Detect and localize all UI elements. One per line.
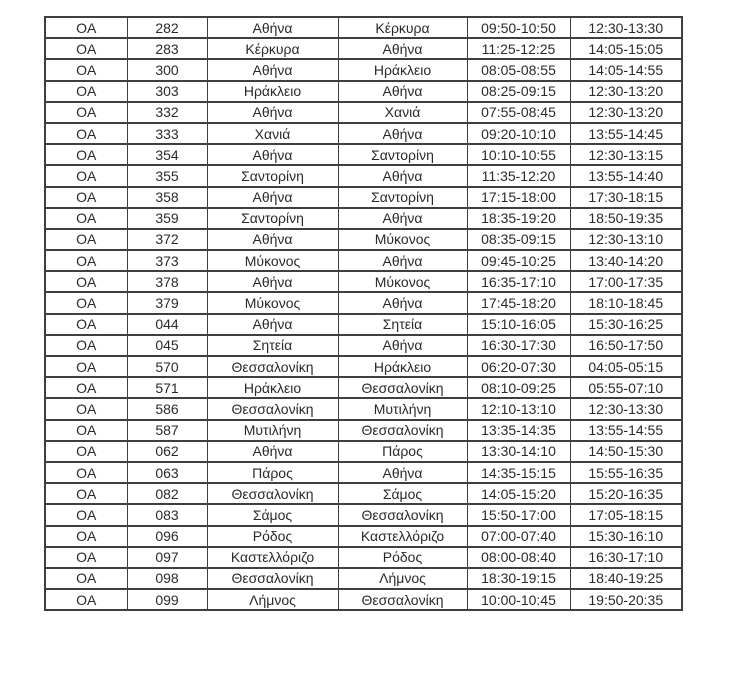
- time-range-2-cell: 15:55-16:35: [570, 462, 682, 483]
- origin-cell: Αθήνα: [207, 144, 338, 165]
- airline-code-cell: OA: [45, 356, 127, 377]
- time-range-2-cell: 14:50-15:30: [570, 441, 682, 462]
- table-row: [45, 420, 682, 441]
- flight-number-cell: 332: [127, 102, 207, 123]
- time-range-1-cell: 14:05-15:20: [467, 483, 570, 504]
- destination-cell: Ηράκλειο: [338, 356, 467, 377]
- airline-code-cell: OA: [45, 335, 127, 356]
- airline-code-cell: OA: [45, 17, 127, 38]
- destination-cell: Αθήνα: [338, 123, 467, 144]
- destination-cell: Θεσσαλονίκη: [338, 377, 467, 398]
- origin-cell: Αθήνα: [207, 102, 338, 123]
- time-range-1-cell: 08:10-09:25: [467, 377, 570, 398]
- time-range-1-cell: 07:00-07:40: [467, 526, 570, 547]
- airline-code-cell: OA: [45, 144, 127, 165]
- origin-cell: Ηράκλειο: [207, 81, 338, 102]
- time-range-1-cell: 08:35-09:15: [467, 229, 570, 250]
- table-row: [45, 271, 682, 292]
- time-range-2-cell: 18:10-18:45: [570, 292, 682, 313]
- origin-cell: Κέρκυρα: [207, 38, 338, 59]
- destination-cell: Καστελλόριζο: [338, 526, 467, 547]
- destination-cell: Αθήνα: [338, 165, 467, 186]
- destination-cell: Αθήνα: [338, 250, 467, 271]
- time-range-2-cell: 17:05-18:15: [570, 504, 682, 525]
- flight-number-cell: 303: [127, 81, 207, 102]
- time-range-2-cell: 14:05-14:55: [570, 59, 682, 80]
- destination-cell: Σάμος: [338, 483, 467, 504]
- table-row: [45, 504, 682, 525]
- flight-number-cell: 300: [127, 59, 207, 80]
- table-row: [45, 589, 682, 610]
- time-range-2-cell: 14:05-15:05: [570, 38, 682, 59]
- flight-number-cell: 096: [127, 526, 207, 547]
- table-row: [45, 526, 682, 547]
- table-row: [45, 377, 682, 398]
- time-range-2-cell: 12:30-13:20: [570, 81, 682, 102]
- time-range-2-cell: 17:30-18:15: [570, 187, 682, 208]
- origin-cell: Αθήνα: [207, 17, 338, 38]
- flight-number-cell: 082: [127, 483, 207, 504]
- origin-cell: Σαντορίνη: [207, 165, 338, 186]
- table-row: [45, 38, 682, 59]
- destination-cell: Πάρος: [338, 441, 467, 462]
- origin-cell: Μυτιλήνη: [207, 420, 338, 441]
- flight-timetable: [44, 16, 683, 611]
- origin-cell: Αθήνα: [207, 59, 338, 80]
- flight-number-cell: 062: [127, 441, 207, 462]
- airline-code-cell: OA: [45, 462, 127, 483]
- time-range-2-cell: 19:50-20:35: [570, 589, 682, 610]
- origin-cell: Σητεία: [207, 335, 338, 356]
- origin-cell: Ρόδος: [207, 526, 338, 547]
- destination-cell: Αθήνα: [338, 335, 467, 356]
- airline-code-cell: OA: [45, 250, 127, 271]
- time-range-1-cell: 16:35-17:10: [467, 271, 570, 292]
- flight-number-cell: 044: [127, 314, 207, 335]
- time-range-2-cell: 12:30-13:15: [570, 144, 682, 165]
- time-range-2-cell: 15:20-16:35: [570, 483, 682, 504]
- table-row: [45, 208, 682, 229]
- table-row: [45, 356, 682, 377]
- origin-cell: Θεσσαλονίκη: [207, 568, 338, 589]
- table-row: [45, 17, 682, 38]
- time-range-1-cell: 11:25-12:25: [467, 38, 570, 59]
- table-row: [45, 398, 682, 419]
- origin-cell: Σάμος: [207, 504, 338, 525]
- time-range-2-cell: 12:30-13:10: [570, 229, 682, 250]
- time-range-2-cell: 13:55-14:45: [570, 123, 682, 144]
- flight-number-cell: 083: [127, 504, 207, 525]
- airline-code-cell: OA: [45, 59, 127, 80]
- origin-cell: Θεσσαλονίκη: [207, 483, 338, 504]
- time-range-1-cell: 10:10-10:55: [467, 144, 570, 165]
- table-row: [45, 335, 682, 356]
- airline-code-cell: OA: [45, 441, 127, 462]
- table-row: [45, 547, 682, 568]
- destination-cell: Χανιά: [338, 102, 467, 123]
- destination-cell: Αθήνα: [338, 462, 467, 483]
- table-row: [45, 314, 682, 335]
- flight-number-cell: 283: [127, 38, 207, 59]
- airline-code-cell: OA: [45, 38, 127, 59]
- origin-cell: Σαντορίνη: [207, 208, 338, 229]
- time-range-1-cell: 12:10-13:10: [467, 398, 570, 419]
- airline-code-cell: OA: [45, 229, 127, 250]
- table-row: [45, 483, 682, 504]
- flight-number-cell: 355: [127, 165, 207, 186]
- flight-number-cell: 099: [127, 589, 207, 610]
- time-range-2-cell: 16:50-17:50: [570, 335, 682, 356]
- time-range-1-cell: 09:50-10:50: [467, 17, 570, 38]
- time-range-1-cell: 07:55-08:45: [467, 102, 570, 123]
- flight-number-cell: 063: [127, 462, 207, 483]
- flight-number-cell: 570: [127, 356, 207, 377]
- origin-cell: Χανιά: [207, 123, 338, 144]
- airline-code-cell: OA: [45, 589, 127, 610]
- flight-table: [44, 16, 683, 611]
- time-range-1-cell: 14:35-15:15: [467, 462, 570, 483]
- destination-cell: Κέρκυρα: [338, 17, 467, 38]
- time-range-2-cell: 13:40-14:20: [570, 250, 682, 271]
- table-row: [45, 165, 682, 186]
- destination-cell: Ηράκλειο: [338, 59, 467, 80]
- table-row: [45, 441, 682, 462]
- table-row: [45, 81, 682, 102]
- flight-number-cell: 098: [127, 568, 207, 589]
- time-range-2-cell: 15:30-16:10: [570, 526, 682, 547]
- time-range-1-cell: 08:05-08:55: [467, 59, 570, 80]
- destination-cell: Αθήνα: [338, 38, 467, 59]
- flight-number-cell: 571: [127, 377, 207, 398]
- table-row: [45, 462, 682, 483]
- airline-code-cell: OA: [45, 377, 127, 398]
- flight-number-cell: 378: [127, 271, 207, 292]
- airline-code-cell: OA: [45, 314, 127, 335]
- origin-cell: Πάρος: [207, 462, 338, 483]
- airline-code-cell: OA: [45, 504, 127, 525]
- time-range-2-cell: 05:55-07:10: [570, 377, 682, 398]
- time-range-1-cell: 17:45-18:20: [467, 292, 570, 313]
- time-range-1-cell: 09:20-10:10: [467, 123, 570, 144]
- airline-code-cell: OA: [45, 102, 127, 123]
- airline-code-cell: OA: [45, 398, 127, 419]
- destination-cell: Σητεία: [338, 314, 467, 335]
- origin-cell: Αθήνα: [207, 271, 338, 292]
- table-row: [45, 144, 682, 165]
- origin-cell: Αθήνα: [207, 229, 338, 250]
- time-range-2-cell: 18:50-19:35: [570, 208, 682, 229]
- destination-cell: Μυτιλήνη: [338, 398, 467, 419]
- destination-cell: Μύκονος: [338, 229, 467, 250]
- time-range-2-cell: 13:55-14:40: [570, 165, 682, 186]
- time-range-1-cell: 15:50-17:00: [467, 504, 570, 525]
- time-range-2-cell: 13:55-14:55: [570, 420, 682, 441]
- airline-code-cell: OA: [45, 271, 127, 292]
- airline-code-cell: OA: [45, 547, 127, 568]
- time-range-1-cell: 15:10-16:05: [467, 314, 570, 335]
- flight-number-cell: 333: [127, 123, 207, 144]
- flight-table-body: [45, 17, 682, 610]
- time-range-2-cell: 12:30-13:20: [570, 102, 682, 123]
- table-row: [45, 102, 682, 123]
- table-row: [45, 250, 682, 271]
- origin-cell: Μύκονος: [207, 250, 338, 271]
- airline-code-cell: OA: [45, 420, 127, 441]
- airline-code-cell: OA: [45, 483, 127, 504]
- origin-cell: Αθήνα: [207, 314, 338, 335]
- airline-code-cell: OA: [45, 208, 127, 229]
- table-row: [45, 59, 682, 80]
- time-range-1-cell: 08:25-09:15: [467, 81, 570, 102]
- table-row: [45, 229, 682, 250]
- table-row: [45, 292, 682, 313]
- flight-number-cell: 282: [127, 17, 207, 38]
- time-range-1-cell: 06:20-07:30: [467, 356, 570, 377]
- flight-number-cell: 373: [127, 250, 207, 271]
- time-range-2-cell: 12:30-13:30: [570, 17, 682, 38]
- time-range-2-cell: 04:05-05:15: [570, 356, 682, 377]
- destination-cell: Θεσσαλονίκη: [338, 589, 467, 610]
- flight-number-cell: 045: [127, 335, 207, 356]
- origin-cell: Αθήνα: [207, 187, 338, 208]
- airline-code-cell: OA: [45, 292, 127, 313]
- airline-code-cell: OA: [45, 123, 127, 144]
- time-range-2-cell: 15:30-16:25: [570, 314, 682, 335]
- origin-cell: Θεσσαλονίκη: [207, 356, 338, 377]
- time-range-2-cell: 18:40-19:25: [570, 568, 682, 589]
- flight-number-cell: 586: [127, 398, 207, 419]
- flight-number-cell: 379: [127, 292, 207, 313]
- destination-cell: Θεσσαλονίκη: [338, 504, 467, 525]
- destination-cell: Σαντορίνη: [338, 187, 467, 208]
- time-range-1-cell: 18:30-19:15: [467, 568, 570, 589]
- time-range-1-cell: 13:35-14:35: [467, 420, 570, 441]
- time-range-1-cell: 09:45-10:25: [467, 250, 570, 271]
- destination-cell: Θεσσαλονίκη: [338, 420, 467, 441]
- destination-cell: Μύκονος: [338, 271, 467, 292]
- time-range-2-cell: 12:30-13:30: [570, 398, 682, 419]
- destination-cell: Αθήνα: [338, 292, 467, 313]
- flight-number-cell: 358: [127, 187, 207, 208]
- flight-number-cell: 587: [127, 420, 207, 441]
- flight-number-cell: 097: [127, 547, 207, 568]
- airline-code-cell: OA: [45, 526, 127, 547]
- origin-cell: Καστελλόριζο: [207, 547, 338, 568]
- flight-number-cell: 359: [127, 208, 207, 229]
- flight-number-cell: 372: [127, 229, 207, 250]
- destination-cell: Λήμνος: [338, 568, 467, 589]
- destination-cell: Αθήνα: [338, 81, 467, 102]
- time-range-1-cell: 08:00-08:40: [467, 547, 570, 568]
- time-range-1-cell: 10:00-10:45: [467, 589, 570, 610]
- destination-cell: Σαντορίνη: [338, 144, 467, 165]
- destination-cell: Αθήνα: [338, 208, 467, 229]
- time-range-1-cell: 17:15-18:00: [467, 187, 570, 208]
- flight-number-cell: 354: [127, 144, 207, 165]
- time-range-1-cell: 13:30-14:10: [467, 441, 570, 462]
- time-range-1-cell: 16:30-17:30: [467, 335, 570, 356]
- destination-cell: Ρόδος: [338, 547, 467, 568]
- origin-cell: Λήμνος: [207, 589, 338, 610]
- origin-cell: Μύκονος: [207, 292, 338, 313]
- time-range-1-cell: 18:35-19:20: [467, 208, 570, 229]
- table-row: [45, 187, 682, 208]
- airline-code-cell: OA: [45, 81, 127, 102]
- airline-code-cell: OA: [45, 568, 127, 589]
- table-row: [45, 123, 682, 144]
- origin-cell: Θεσσαλονίκη: [207, 398, 338, 419]
- time-range-2-cell: 17:00-17:35: [570, 271, 682, 292]
- origin-cell: Ηράκλειο: [207, 377, 338, 398]
- airline-code-cell: OA: [45, 165, 127, 186]
- time-range-2-cell: 16:30-17:10: [570, 547, 682, 568]
- origin-cell: Αθήνα: [207, 441, 338, 462]
- table-row: [45, 568, 682, 589]
- airline-code-cell: OA: [45, 187, 127, 208]
- time-range-1-cell: 11:35-12:20: [467, 165, 570, 186]
